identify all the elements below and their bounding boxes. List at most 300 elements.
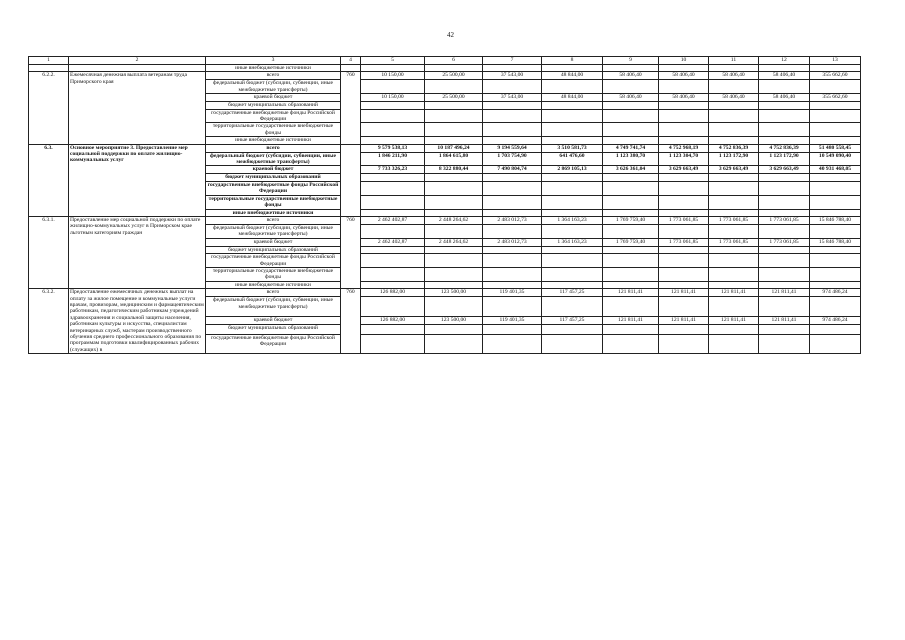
value-cell: 40 931 468,05 — [810, 166, 861, 174]
value-cell — [361, 195, 425, 209]
value-cell: 974 486,24 — [810, 316, 861, 324]
value-cell — [759, 297, 810, 316]
value-cell: 1 364 163,23 — [542, 216, 603, 224]
value-cell — [483, 181, 542, 195]
value-cell: 119 401,35 — [483, 289, 542, 297]
value-cell — [425, 224, 483, 238]
value-cell — [425, 281, 483, 288]
value-cell — [810, 102, 861, 109]
value-cell: 25 500,00 — [425, 72, 483, 80]
value-cell — [759, 254, 810, 268]
value-cell — [361, 297, 425, 316]
value-cell — [483, 109, 542, 123]
value-cell: 121 811,41 — [603, 316, 659, 324]
value-cell: 7 733 326,23 — [361, 166, 425, 174]
budget-table — [28, 56, 861, 354]
value-cell — [483, 334, 542, 353]
value-cell — [709, 174, 759, 181]
value-cell — [425, 102, 483, 109]
value-cell — [659, 80, 709, 94]
column-header: 3 — [206, 57, 341, 65]
value-cell — [425, 324, 483, 334]
value-cell — [810, 209, 861, 216]
value-cell — [542, 137, 603, 144]
funding-source: краевой бюджет — [206, 94, 341, 102]
value-cell: 126 882,00 — [361, 289, 425, 297]
value-cell: 58 406,40 — [603, 72, 659, 80]
value-cell — [361, 137, 425, 144]
value-cell: 58 406,40 — [709, 94, 759, 102]
value-cell — [603, 123, 659, 137]
row-code: 760 — [341, 72, 361, 144]
value-cell: 25 500,00 — [425, 94, 483, 102]
value-cell: 2 462 402,87 — [361, 216, 425, 224]
value-cell — [709, 246, 759, 253]
funding-source: всего — [206, 144, 341, 152]
row-code — [341, 65, 361, 72]
column-header: 4 — [341, 57, 361, 65]
funding-source: федеральный бюджет (субсидии, субвенции, иные межбюджетные трансферты) — [206, 152, 341, 166]
value-cell: 3 629 663,49 — [659, 166, 709, 174]
value-cell — [659, 65, 709, 72]
value-cell: 355 662,60 — [810, 72, 861, 80]
row-code — [341, 144, 361, 216]
value-cell — [759, 109, 810, 123]
row-index: 6.3. — [29, 144, 69, 216]
value-cell — [603, 297, 659, 316]
value-cell — [810, 195, 861, 209]
value-cell — [659, 102, 709, 109]
table-row — [29, 289, 861, 297]
value-cell — [759, 246, 810, 253]
funding-source: федеральный бюджет (субсидии, субвенции, иные межбюджетные трансферты) — [206, 224, 341, 238]
value-cell — [542, 324, 603, 334]
value-cell: 121 811,41 — [709, 316, 759, 324]
value-cell — [659, 174, 709, 181]
funding-source: территориальные государственные внебюджетные фонды — [206, 267, 341, 281]
funding-source: всего — [206, 72, 341, 80]
value-cell — [759, 174, 810, 181]
value-cell — [425, 195, 483, 209]
value-cell — [483, 254, 542, 268]
value-cell — [425, 174, 483, 181]
value-cell — [759, 281, 810, 288]
value-cell — [425, 254, 483, 268]
value-cell — [603, 65, 659, 72]
value-cell — [542, 297, 603, 316]
value-cell — [810, 65, 861, 72]
value-cell — [542, 267, 603, 281]
value-cell — [659, 267, 709, 281]
value-cell — [659, 209, 709, 216]
value-cell: 1 773 061,85 — [759, 238, 810, 246]
funding-source: федеральный бюджет (субсидии, субвенции, иные межбюджетные трансферты) — [206, 297, 341, 316]
funding-source: иные внебюджетные источники — [206, 281, 341, 288]
value-cell — [483, 65, 542, 72]
value-cell — [603, 281, 659, 288]
header-row — [29, 57, 861, 65]
value-cell: 2 462 402,87 — [361, 238, 425, 246]
value-cell — [709, 137, 759, 144]
row-name: Ежемесячная денежная выплата ветеранам труда Приморского края — [69, 72, 206, 144]
value-cell — [603, 209, 659, 216]
row-index: 6.3.1. — [29, 216, 69, 288]
value-cell: 10 150,00 — [361, 94, 425, 102]
value-cell — [659, 324, 709, 334]
table-row — [29, 144, 861, 152]
value-cell — [759, 137, 810, 144]
value-cell: 1 773 061,85 — [659, 238, 709, 246]
value-cell — [659, 224, 709, 238]
value-cell — [542, 65, 603, 72]
value-cell: 1 123 380,70 — [603, 152, 659, 166]
value-cell: 10 150,00 — [361, 72, 425, 80]
value-cell: 123 500,00 — [425, 316, 483, 324]
value-cell — [483, 209, 542, 216]
column-header: 5 — [361, 57, 425, 65]
column-header: 13 — [810, 57, 861, 65]
value-cell — [759, 267, 810, 281]
value-cell — [709, 334, 759, 353]
value-cell — [483, 174, 542, 181]
value-cell — [759, 123, 810, 137]
value-cell: 1 123 172,90 — [709, 152, 759, 166]
value-cell — [361, 80, 425, 94]
value-cell: 1 773 061,85 — [659, 216, 709, 224]
value-cell — [483, 224, 542, 238]
value-cell — [603, 224, 659, 238]
value-cell: 1 364 163,23 — [542, 238, 603, 246]
value-cell — [542, 246, 603, 253]
value-cell — [709, 102, 759, 109]
value-cell: 2 448 264,62 — [425, 238, 483, 246]
value-cell — [810, 254, 861, 268]
funding-source: краевой бюджет — [206, 316, 341, 324]
value-cell — [361, 65, 425, 72]
value-cell — [361, 224, 425, 238]
budget-table-body — [29, 65, 861, 354]
funding-source: государственные внебюджетные фонды Российской Федерации — [206, 181, 341, 195]
value-cell: 4 752 968,19 — [659, 144, 709, 152]
value-cell — [425, 109, 483, 123]
value-cell — [483, 137, 542, 144]
value-cell — [810, 334, 861, 353]
row-name: Предоставление ежемесячных денежных выплат на оплату за жилое помещение и коммунальные услуги врачам, провизорам, медицинским и фармацевтическим работникам, педагогическим работникам учреждений здравоохранения и социальной защиты населения, работникам культуры и искусства, специалистам ветеринарных служб, мастерам производственного обучения среднего профессионального образования по программам подготовки квалифицированных рабочих (служащих) в — [70, 289, 204, 353]
value-cell: 1 773 061,85 — [709, 238, 759, 246]
value-cell — [709, 267, 759, 281]
value-cell: 126 882,00 — [361, 316, 425, 324]
funding-source: иные внебюджетные источники — [206, 65, 341, 72]
value-cell: 10 549 090,40 — [810, 152, 861, 166]
funding-source: федеральный бюджет (субсидии, субвенции, иные межбюджетные трансферты) — [206, 80, 341, 94]
value-cell: 119 401,35 — [483, 316, 542, 324]
value-cell — [603, 324, 659, 334]
funding-source: государственные внебюджетные фонды Российской Федерации — [206, 109, 341, 123]
value-cell: 4 749 741,74 — [603, 144, 659, 152]
value-cell — [542, 181, 603, 195]
value-cell — [483, 281, 542, 288]
value-cell: 1 846 211,90 — [361, 152, 425, 166]
value-cell — [709, 123, 759, 137]
value-cell — [659, 334, 709, 353]
value-cell — [542, 254, 603, 268]
value-cell: 8 322 880,44 — [425, 166, 483, 174]
value-cell: 1 773 061,85 — [709, 216, 759, 224]
value-cell — [759, 209, 810, 216]
column-header: 6 — [425, 57, 483, 65]
value-cell — [759, 324, 810, 334]
value-cell: 974 486,24 — [810, 289, 861, 297]
value-cell — [659, 195, 709, 209]
value-cell — [709, 281, 759, 288]
value-cell: 2 483 012,73 — [483, 216, 542, 224]
value-cell — [709, 109, 759, 123]
value-cell: 9 194 559,64 — [483, 144, 542, 152]
value-cell — [810, 246, 861, 253]
value-cell: 121 811,41 — [659, 289, 709, 297]
value-cell — [425, 246, 483, 253]
row-name — [69, 65, 206, 72]
value-cell — [810, 224, 861, 238]
value-cell: 51 480 558,45 — [810, 144, 861, 152]
column-header: 11 — [709, 57, 759, 65]
value-cell — [483, 102, 542, 109]
value-cell: 121 811,41 — [659, 316, 709, 324]
value-cell: 3 629 663,49 — [759, 166, 810, 174]
value-cell — [425, 137, 483, 144]
value-cell — [603, 80, 659, 94]
value-cell: 1 123 304,70 — [659, 152, 709, 166]
value-cell: 3 626 361,04 — [603, 166, 659, 174]
value-cell: 121 811,41 — [603, 289, 659, 297]
value-cell: 37 543,00 — [483, 94, 542, 102]
value-cell — [425, 267, 483, 281]
value-cell — [709, 297, 759, 316]
value-cell: 58 406,40 — [759, 72, 810, 80]
column-header: 1 — [29, 57, 69, 65]
value-cell: 641 476,60 — [542, 152, 603, 166]
value-cell — [759, 334, 810, 353]
funding-source: всего — [206, 216, 341, 224]
funding-source: иные внебюджетные источники — [206, 209, 341, 216]
value-cell — [810, 181, 861, 195]
row-index: 6.2.2. — [29, 72, 69, 144]
funding-source: краевой бюджет — [206, 166, 341, 174]
value-cell — [425, 181, 483, 195]
value-cell — [810, 324, 861, 334]
value-cell — [542, 224, 603, 238]
funding-source: бюджет муниципальных образований — [206, 246, 341, 253]
column-header: 7 — [483, 57, 542, 65]
funding-source: бюджет муниципальных образований — [206, 324, 341, 334]
value-cell: 1 123 172,90 — [759, 152, 810, 166]
value-cell — [425, 65, 483, 72]
value-cell — [659, 137, 709, 144]
value-cell: 4 752 836,39 — [759, 144, 810, 152]
value-cell: 4 752 836,39 — [709, 144, 759, 152]
value-cell: 2 483 012,73 — [483, 238, 542, 246]
value-cell — [603, 195, 659, 209]
value-cell: 37 543,00 — [483, 72, 542, 80]
value-cell — [603, 181, 659, 195]
value-cell — [659, 254, 709, 268]
value-cell — [361, 209, 425, 216]
column-header: 2 — [69, 57, 206, 65]
value-cell — [542, 174, 603, 181]
value-cell — [603, 334, 659, 353]
value-cell: 58 406,40 — [603, 94, 659, 102]
value-cell — [603, 246, 659, 253]
value-cell — [709, 209, 759, 216]
value-cell: 58 406,40 — [709, 72, 759, 80]
value-cell — [709, 224, 759, 238]
funding-source: всего — [206, 289, 341, 297]
value-cell — [759, 65, 810, 72]
column-header: 10 — [659, 57, 709, 65]
value-cell: 123 500,00 — [425, 289, 483, 297]
table-row — [29, 216, 861, 224]
value-cell: 117 457,25 — [542, 289, 603, 297]
value-cell — [361, 181, 425, 195]
value-cell — [810, 80, 861, 94]
value-cell — [542, 109, 603, 123]
value-cell — [810, 109, 861, 123]
value-cell — [542, 195, 603, 209]
value-cell — [483, 267, 542, 281]
value-cell: 3 510 581,73 — [542, 144, 603, 152]
value-cell — [483, 80, 542, 94]
value-cell — [361, 267, 425, 281]
value-cell: 3 629 663,49 — [709, 166, 759, 174]
value-cell — [659, 181, 709, 195]
value-cell — [759, 102, 810, 109]
funding-source: государственные внебюджетные фонды Российской Федерации — [206, 334, 341, 353]
value-cell — [603, 109, 659, 123]
funding-source: краевой бюджет — [206, 238, 341, 246]
value-cell — [659, 123, 709, 137]
value-cell: 15 846 788,40 — [810, 216, 861, 224]
value-cell — [425, 334, 483, 353]
value-cell — [810, 137, 861, 144]
value-cell: 355 662,60 — [810, 94, 861, 102]
funding-source: бюджет муниципальных образований — [206, 174, 341, 181]
value-cell — [425, 297, 483, 316]
value-cell — [603, 267, 659, 281]
value-cell — [483, 297, 542, 316]
value-cell: 58 406,40 — [659, 94, 709, 102]
value-cell: 121 811,41 — [759, 289, 810, 297]
row-code: 760 — [341, 216, 361, 288]
row-name: Основное мероприятие 3. Предоставление мер социальной поддержки по оплате жилищно-коммунальных услуг — [69, 144, 206, 216]
value-cell — [603, 137, 659, 144]
value-cell: 2 869 105,13 — [542, 166, 603, 174]
value-cell: 2 448 264,62 — [425, 216, 483, 224]
value-cell — [603, 254, 659, 268]
value-cell — [361, 246, 425, 253]
value-cell — [361, 174, 425, 181]
value-cell: 48 844,00 — [542, 72, 603, 80]
value-cell — [759, 224, 810, 238]
value-cell — [759, 80, 810, 94]
table-row — [29, 72, 861, 80]
value-cell: 1 703 754,90 — [483, 152, 542, 166]
funding-source: государственные внебюджетные фонды Российской Федерации — [206, 254, 341, 268]
value-cell — [759, 181, 810, 195]
page-number: 42 — [447, 31, 454, 39]
value-cell: 9 579 538,13 — [361, 144, 425, 152]
value-cell: 7 490 804,74 — [483, 166, 542, 174]
value-cell: 10 187 496,24 — [425, 144, 483, 152]
value-cell — [361, 109, 425, 123]
value-cell — [361, 123, 425, 137]
row-index: 6.3.2. — [29, 289, 69, 354]
row-index — [29, 65, 69, 72]
value-cell — [542, 123, 603, 137]
value-cell: 48 844,00 — [542, 94, 603, 102]
value-cell — [709, 80, 759, 94]
value-cell — [810, 267, 861, 281]
value-cell — [483, 123, 542, 137]
value-cell — [810, 297, 861, 316]
value-cell — [361, 102, 425, 109]
value-cell — [659, 297, 709, 316]
value-cell: 58 406,40 — [759, 94, 810, 102]
funding-source: иные внебюджетные источники — [206, 137, 341, 144]
value-cell — [361, 334, 425, 353]
column-header: 9 — [603, 57, 659, 65]
value-cell: 1 769 759,40 — [603, 238, 659, 246]
funding-source: бюджет муниципальных образований — [206, 102, 341, 109]
value-cell — [542, 80, 603, 94]
value-cell — [361, 254, 425, 268]
table-row — [29, 65, 861, 72]
value-cell — [603, 174, 659, 181]
value-cell — [810, 123, 861, 137]
value-cell: 117 457,25 — [542, 316, 603, 324]
value-cell: 58 406,40 — [659, 72, 709, 80]
value-cell — [759, 195, 810, 209]
row-code: 760 — [341, 289, 361, 354]
funding-source: территориальные государственные внебюджетные фонды — [206, 123, 341, 137]
value-cell — [709, 181, 759, 195]
value-cell — [810, 174, 861, 181]
column-header: 8 — [542, 57, 603, 65]
value-cell — [483, 324, 542, 334]
value-cell — [709, 195, 759, 209]
value-cell: 1 769 759,40 — [603, 216, 659, 224]
value-cell — [425, 209, 483, 216]
value-cell: 121 811,41 — [709, 289, 759, 297]
value-cell: 1 864 615,80 — [425, 152, 483, 166]
column-header: 12 — [759, 57, 810, 65]
value-cell — [542, 334, 603, 353]
value-cell: 121 811,41 — [759, 316, 810, 324]
value-cell — [483, 195, 542, 209]
value-cell — [361, 324, 425, 334]
value-cell — [603, 102, 659, 109]
value-cell: 15 846 788,40 — [810, 238, 861, 246]
value-cell — [483, 246, 542, 253]
value-cell — [542, 281, 603, 288]
value-cell — [709, 324, 759, 334]
value-cell — [425, 123, 483, 137]
value-cell — [709, 65, 759, 72]
value-cell — [542, 209, 603, 216]
value-cell: 1 773 061,85 — [759, 216, 810, 224]
value-cell — [659, 109, 709, 123]
row-name: Предоставление мер социальной поддержки по оплате жилищно-коммунальных услуг в Приморском крае льготным категориям граждан — [69, 216, 206, 288]
value-cell — [709, 254, 759, 268]
